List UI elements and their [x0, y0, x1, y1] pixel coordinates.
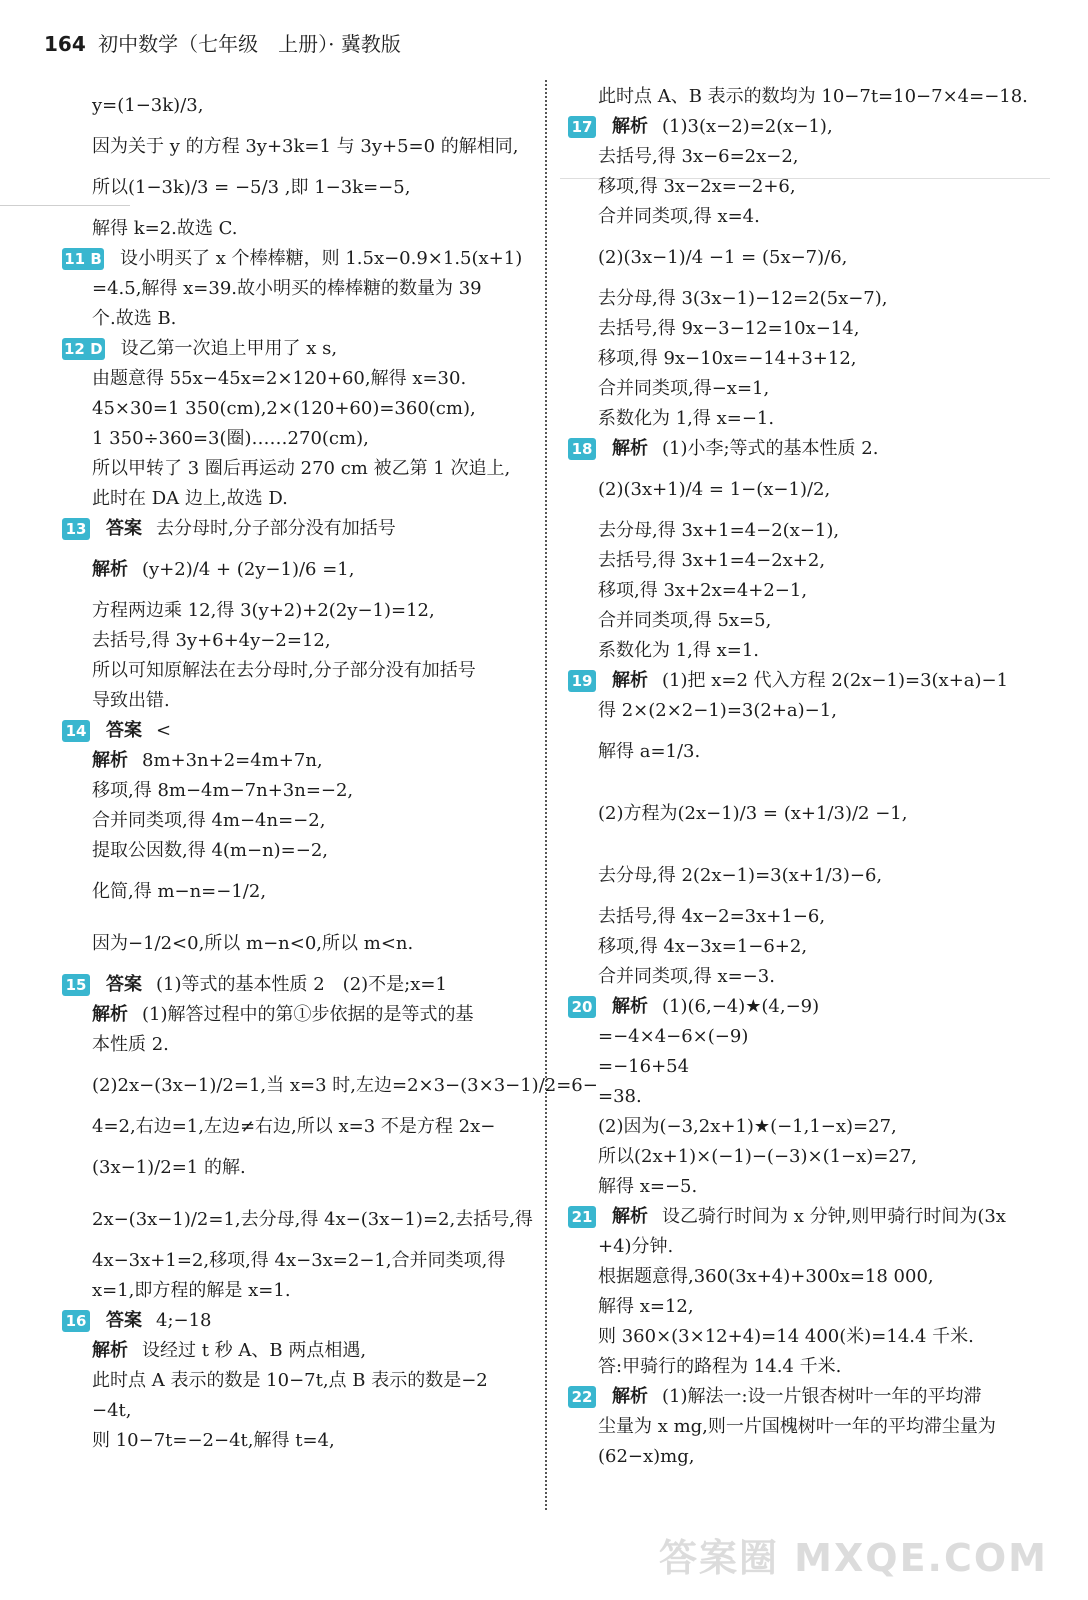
solution-line: [62, 716, 532, 746]
line-text: (1)等式的基本性质 2 (2)不是;x=1: [156, 974, 447, 995]
line-text: 导致出错.: [92, 690, 170, 711]
line-text: 解得 x=−5.: [598, 1176, 698, 1197]
solution-line: [62, 866, 532, 918]
solution-line: [62, 274, 532, 304]
solution-line: [62, 1246, 532, 1276]
line-text: 8m+3n+2=4m+7n,: [142, 750, 323, 771]
line-text: (1)小李;等式的基本性质 2.: [662, 438, 879, 459]
solution-line: [62, 544, 532, 596]
question-number-badge: 19: [568, 670, 596, 692]
question-number-badge: 11 B: [62, 248, 104, 270]
line-text: (1)(6,−4)★(4,−9): [662, 996, 820, 1017]
line-text: (62−x)mg,: [598, 1446, 695, 1467]
line-text: 所以(2x+1)×(−1)−(−3)×(1−x)=27,: [598, 1146, 918, 1167]
line-text: 个.故选 B.: [92, 308, 177, 329]
solution-line: [62, 1396, 532, 1426]
line-text: 合并同类项,得 x=4.: [598, 206, 760, 227]
line-text: 1 350÷360=3(圈)……270(cm),: [92, 428, 369, 449]
solution-line: [568, 464, 1048, 516]
section-label: 答案: [106, 1310, 142, 1331]
line-text: 所以可知原解法在去分母时,分子部分没有加括号: [92, 660, 476, 681]
solution-line: [62, 424, 532, 454]
line-text: 去括号,得 9x−3−12=10x−14,: [598, 318, 860, 339]
line-text: 移项,得 4x−3x=1−6+2,: [598, 936, 808, 957]
section-label: 解析: [92, 1004, 128, 1025]
line-text: 合并同类项,得 x=−3.: [598, 966, 775, 987]
line-text: (2)因为(−3,2x+1)★(−1,1−x)=27,: [598, 1116, 897, 1137]
line-text: 由题意得 55x−45x=2×120+60,解得 x=30.: [92, 368, 467, 389]
line-text: 合并同类项,得 4m−4n=−2,: [92, 810, 326, 831]
line-text: 则 360×(3×12+4)=14 400(米)=14.4 千米.: [598, 1326, 974, 1347]
line-text: 得 2×(2×2−1)=3(2+a)−1,: [598, 700, 837, 721]
question-number-badge: 17: [568, 116, 596, 138]
solution-line: [568, 1112, 1048, 1142]
solution-line: [568, 696, 1048, 726]
solution-line: [568, 932, 1048, 962]
line-text: (1)解法一:设一片银杏树叶一年的平均滞: [662, 1386, 982, 1407]
section-label: 答案: [106, 518, 142, 539]
question-number-badge: 16: [62, 1310, 90, 1332]
solution-line: [568, 172, 1048, 202]
line-text: 移项,得 3x+2x=4+2−1,: [598, 580, 808, 601]
solution-line: [568, 1202, 1048, 1232]
solution-line: [62, 1030, 532, 1060]
solution-line: [568, 726, 1048, 778]
line-text: 设小明买了 x 个棒棒糖，则 1.5x−0.9×1.5(x+1): [120, 248, 523, 269]
line-text: 系数化为 1,得 x=1.: [598, 640, 760, 661]
solution-line: [568, 1232, 1048, 1262]
watermark-logo: 答案圈 MXQE.COM: [658, 1536, 1048, 1580]
line-text: 根据题意得,360(3x+4)+300x=18 000,: [598, 1266, 934, 1287]
line-text: 合并同类项,得 5x=5,: [598, 610, 772, 631]
page-header: [44, 28, 401, 57]
solution-line: [62, 80, 532, 132]
question-number-badge: 12 D: [64, 340, 103, 358]
solution-line: [568, 1352, 1048, 1382]
solution-line: [62, 1336, 532, 1366]
section-label: 解析: [612, 438, 648, 459]
line-text: <: [156, 720, 172, 741]
line-text: 去括号,得 3x−6=2x−2,: [598, 146, 799, 167]
solution-line: [62, 334, 532, 364]
solution-line: [568, 374, 1048, 404]
solution-line: [568, 1022, 1048, 1052]
solution-line: [568, 404, 1048, 434]
line-text: 解得 k=2.故选 C.: [92, 218, 238, 239]
line-text: 答:甲骑行的路程为 14.4 千米.: [598, 1356, 842, 1377]
line-text: =4.5,解得 x=39.故小明买的棒棒糖的数量为 39: [92, 278, 482, 299]
solution-line: [568, 344, 1048, 374]
line-text: 合并同类项,得−x=1,: [598, 378, 770, 399]
solution-line: [568, 434, 1048, 464]
book-title: 初中数学（七年级 上册）· 冀教版: [98, 32, 401, 56]
question-number-badge: 14: [62, 720, 90, 742]
line-text: 去括号,得 3x+1=4−2x+2,: [598, 550, 826, 571]
line-text: 去分母,得 3(3x−1)−12=2(5x−7),: [598, 288, 888, 309]
solution-line: [62, 918, 532, 970]
line-text: 设经过 t 秒 A、B 两点相遇,: [142, 1340, 367, 1361]
question-number-badge: 18: [568, 438, 596, 460]
solution-line: [62, 686, 532, 716]
solution-line: [568, 962, 1048, 992]
line-text: −4t,: [92, 1400, 132, 1421]
section-label: 解析: [612, 996, 648, 1017]
line-text: 所以甲转了 3 圈后再运动 270 cm 被乙第 1 次追上,: [92, 458, 511, 479]
line-text: =38.: [598, 1086, 642, 1107]
line-text: 提取公因数,得 4(m−n)=−2,: [92, 840, 329, 861]
line-text: (1)解答过程中的第①步依据的是等式的基: [142, 1004, 474, 1025]
line-text: 因为−1/2<0,所以 m−n<0,所以 m<n.: [92, 933, 414, 954]
line-text: 4x−3x+1=2,移项,得 4x−3x=2−1,合并同类项,得: [92, 1250, 506, 1271]
solution-line: [62, 656, 532, 686]
solution-line: [568, 142, 1048, 172]
solution-line: [62, 214, 532, 244]
line-text: 化简,得 m−n=−1/2,: [92, 881, 267, 902]
line-text: =−16+54: [598, 1056, 690, 1077]
solution-line: [62, 1306, 532, 1336]
solution-line: [568, 314, 1048, 344]
line-text: (y+2)/4 + (2y−1)/6 =1,: [142, 559, 355, 580]
solution-line: [568, 1322, 1048, 1352]
line-text: 去分母时,分子部分没有加括号: [156, 518, 396, 539]
line-text: 设乙第一次追上甲用了 x s,: [120, 338, 338, 359]
solution-line: [568, 112, 1048, 142]
solution-line: [62, 836, 532, 866]
section-label: 解析: [92, 1340, 128, 1361]
solution-line: [568, 202, 1048, 232]
line-text: 4=2,右边=1,左边≠右边,所以 x=3 不是方程 2x−: [92, 1116, 496, 1137]
solution-line: [62, 244, 532, 274]
line-text: +4)分钟.: [598, 1236, 674, 1257]
line-text: 去分母,得 2(2x−1)=3(x+1/3)−6,: [598, 865, 883, 886]
solution-line: [62, 394, 532, 424]
section-label: 答案: [106, 974, 142, 995]
page-number: 164: [44, 32, 86, 56]
solution-line: [568, 636, 1048, 666]
line-text: 2x−(3x−1)/2=1,去分母,得 4x−(3x−1)=2,去括号,得: [92, 1209, 533, 1230]
solution-line: [62, 514, 532, 544]
line-text: 移项,得 3x−2x=−2+6,: [598, 176, 796, 197]
line-text: 此时点 A、B 表示的数均为 10−7t=10−7×4=−18.: [598, 86, 1028, 107]
line-text: 系数化为 1,得 x=−1.: [598, 408, 775, 429]
line-text: 此时在 DA 边上,故选 D.: [92, 488, 288, 509]
section-label: 解析: [612, 116, 648, 137]
line-text: 因为关于 y 的方程 3y+3k=1 与 3y+5=0 的解相同,: [92, 136, 519, 157]
question-number-badge: 13: [62, 518, 90, 540]
solution-line: [62, 484, 532, 514]
line-text: (2)2x−(3x−1)/2=1,当 x=3 时,左边=2×3−(3×3−1)/2=6−: [92, 1075, 598, 1096]
question-number-badge: 21: [568, 1206, 596, 1228]
solution-line: [568, 82, 1048, 112]
section-label: 答案: [106, 720, 142, 741]
line-text: 移项,得 8m−4m−7n+3n=−2,: [92, 780, 354, 801]
line-text: 去分母,得 3x+1=4−2(x−1),: [598, 520, 840, 541]
solution-line: [568, 516, 1048, 546]
solution-line: [568, 1412, 1048, 1442]
solution-line: [568, 1052, 1048, 1082]
line-text: (2)(3x−1)/4 −1 = (5x−7)/6,: [598, 247, 848, 268]
solution-line: [62, 1142, 532, 1194]
line-text: (2)方程为(2x−1)/3 = (x+1/3)/2 −1,: [598, 803, 908, 824]
solution-line: [62, 1426, 532, 1456]
line-text: (3x−1)/2=1 的解.: [92, 1157, 246, 1178]
line-text: 所以(1−3k)/3 = −5/3 ,即 1−3k=−5,: [92, 177, 411, 198]
line-text: 4;−18: [156, 1310, 212, 1331]
question-number-badge: 15: [62, 974, 90, 996]
line-text: 去括号,得 4x−2=3x+1−6,: [598, 906, 826, 927]
line-text: 此时点 A 表示的数是 10−7t,点 B 表示的数是−2: [92, 1370, 488, 1391]
solution-line: [62, 454, 532, 484]
solution-line: [62, 1366, 532, 1396]
solution-line: [568, 232, 1048, 284]
solution-line: [62, 304, 532, 334]
line-text: 方程两边乘 12,得 3(y+2)+2(2y−1)=12,: [92, 600, 435, 621]
solution-line: [568, 576, 1048, 606]
line-text: 设乙骑行时间为 x 分钟,则甲骑行时间为(3x: [662, 1206, 1006, 1227]
solution-line: [62, 364, 532, 394]
line-text: (2)(3x+1)/4 = 1−(x−1)/2,: [598, 479, 831, 500]
solution-line: [62, 1060, 598, 1112]
line-text: 解得 x=12,: [598, 1296, 694, 1317]
solution-line: [568, 1442, 1048, 1472]
solution-line: [62, 626, 532, 656]
column-divider: [545, 80, 547, 1510]
right-column: [568, 82, 1048, 1472]
solution-line: [62, 746, 532, 776]
solution-line: [568, 1082, 1048, 1112]
solution-line: [568, 606, 1048, 636]
solution-line: [62, 1112, 532, 1142]
section-label: 解析: [612, 1206, 648, 1227]
section-label: 解析: [612, 670, 648, 691]
solution-line: [62, 776, 532, 806]
line-text: 去括号,得 3y+6+4y−2=12,: [92, 630, 331, 651]
line-text: =−4×4−6×(−9): [598, 1026, 749, 1047]
solution-line: [568, 284, 1048, 314]
line-text: 45×30=1 350(cm),2×(120+60)=360(cm),: [92, 398, 476, 419]
line-text: 尘量为 x mg,则一片国槐树叶一年的平均滞尘量为: [598, 1416, 996, 1437]
section-label: 解析: [92, 559, 128, 580]
solution-line: [62, 132, 532, 162]
solution-line: [62, 162, 532, 214]
solution-line: [568, 1262, 1048, 1292]
solution-line: [568, 666, 1048, 696]
solution-line: [568, 778, 1048, 850]
question-number-badge: 20: [568, 996, 596, 1018]
solution-line: [568, 1142, 1048, 1172]
solution-line: [568, 850, 1048, 902]
line-text: 解得 a=1/3.: [598, 741, 701, 762]
solution-line: [568, 1172, 1048, 1202]
question-number-badge: 22: [568, 1386, 596, 1408]
line-text: y=(1−3k)/3,: [92, 95, 204, 116]
section-label: 解析: [92, 750, 128, 771]
solution-line: [62, 1276, 532, 1306]
solution-line: [568, 1382, 1048, 1412]
line-text: 则 10−7t=−2−4t,解得 t=4,: [92, 1430, 335, 1451]
solution-line: [62, 806, 532, 836]
line-text: (1)把 x=2 代入方程 2(2x−1)=3(x+a)−1: [662, 670, 1009, 691]
solution-line: [568, 902, 1048, 932]
solution-line: [568, 1292, 1048, 1322]
solution-line: [62, 1000, 532, 1030]
line-text: 本性质 2.: [92, 1034, 169, 1055]
solution-line: [62, 596, 532, 626]
solution-line: [568, 546, 1048, 576]
solution-line: [62, 970, 532, 1000]
line-text: x=1,即方程的解是 x=1.: [92, 1280, 291, 1301]
solution-line: [62, 1194, 532, 1246]
solution-line: [568, 992, 1048, 1022]
line-text: (1)3(x−2)=2(x−1),: [662, 116, 833, 137]
line-text: 移项,得 9x−10x=−14+3+12,: [598, 348, 857, 369]
section-label: 解析: [612, 1386, 648, 1407]
